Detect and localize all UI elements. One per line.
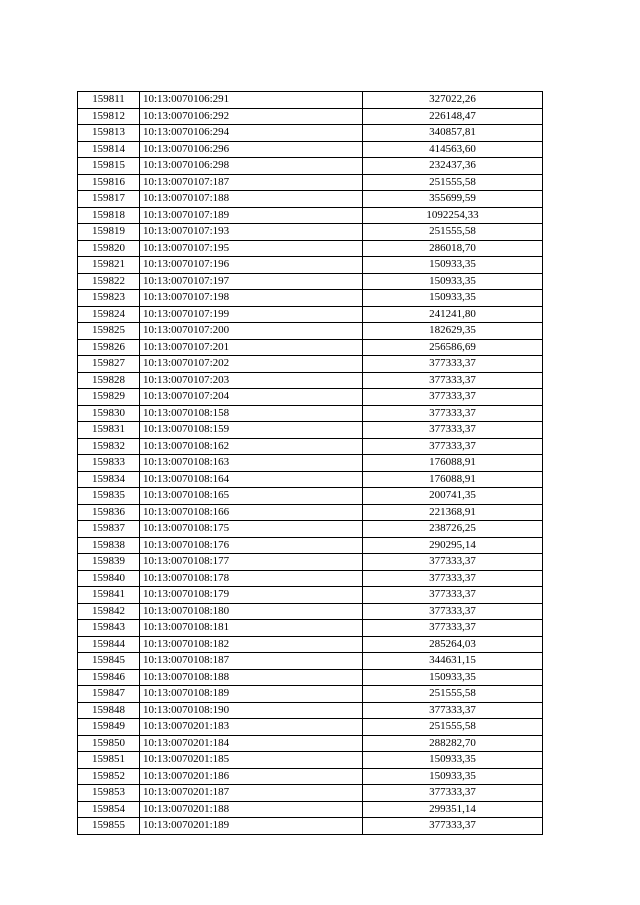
cadastral-value-table <box>77 91 543 835</box>
cadastral-value-cell: 251555,58 <box>363 719 543 736</box>
cadastral-number-cell: 10:13:0070107:203 <box>140 372 363 389</box>
cadastral-number-cell: 10:13:0070107:189 <box>140 207 363 224</box>
row-number-cell: 159824 <box>78 306 140 323</box>
cadastral-value-cell: 377333,37 <box>363 785 543 802</box>
cadastral-number-cell: 10:13:0070108:162 <box>140 438 363 455</box>
table-row <box>78 174 543 191</box>
cadastral-number-cell: 10:13:0070201:187 <box>140 785 363 802</box>
cadastral-value-cell: 285264,03 <box>363 636 543 653</box>
row-number-cell: 159843 <box>78 620 140 637</box>
table-row <box>78 587 543 604</box>
row-number-cell: 159849 <box>78 719 140 736</box>
row-number-cell: 159854 <box>78 801 140 818</box>
table-row <box>78 290 543 307</box>
table-row <box>78 191 543 208</box>
table-row <box>78 521 543 538</box>
cadastral-number-cell: 10:13:0070106:291 <box>140 92 363 109</box>
row-number-cell: 159850 <box>78 735 140 752</box>
cadastral-value-cell: 377333,37 <box>363 570 543 587</box>
cadastral-value-cell: 299351,14 <box>363 801 543 818</box>
cadastral-value-cell: 377333,37 <box>363 702 543 719</box>
table-row <box>78 323 543 340</box>
row-number-cell: 159838 <box>78 537 140 554</box>
cadastral-value-cell: 150933,35 <box>363 752 543 769</box>
cadastral-value-cell: 327022,26 <box>363 92 543 109</box>
cadastral-number-cell: 10:13:0070106:292 <box>140 108 363 125</box>
cadastral-number-cell: 10:13:0070108:166 <box>140 504 363 521</box>
cadastral-number-cell: 10:13:0070108:180 <box>140 603 363 620</box>
table-row <box>78 488 543 505</box>
row-number-cell: 159823 <box>78 290 140 307</box>
row-number-cell: 159842 <box>78 603 140 620</box>
row-number-cell: 159840 <box>78 570 140 587</box>
table-row <box>78 653 543 670</box>
row-number-cell: 159841 <box>78 587 140 604</box>
cadastral-value-cell: 150933,35 <box>363 768 543 785</box>
table-row <box>78 603 543 620</box>
cadastral-value-cell: 290295,14 <box>363 537 543 554</box>
cadastral-number-cell: 10:13:0070106:296 <box>140 141 363 158</box>
cadastral-value-cell: 377333,37 <box>363 620 543 637</box>
row-number-cell: 159844 <box>78 636 140 653</box>
table-row <box>78 207 543 224</box>
table-row <box>78 273 543 290</box>
cadastral-number-cell: 10:13:0070201:184 <box>140 735 363 752</box>
cadastral-value-cell: 200741,35 <box>363 488 543 505</box>
cadastral-number-cell: 10:13:0070107:199 <box>140 306 363 323</box>
cadastral-number-cell: 10:13:0070107:197 <box>140 273 363 290</box>
table-row <box>78 686 543 703</box>
table-row <box>78 125 543 142</box>
table-row <box>78 752 543 769</box>
cadastral-number-cell: 10:13:0070106:294 <box>140 125 363 142</box>
row-number-cell: 159814 <box>78 141 140 158</box>
row-number-cell: 159837 <box>78 521 140 538</box>
cadastral-value-cell: 288282,70 <box>363 735 543 752</box>
row-number-cell: 159848 <box>78 702 140 719</box>
row-number-cell: 159839 <box>78 554 140 571</box>
table-row <box>78 570 543 587</box>
cadastral-value-cell: 226148,47 <box>363 108 543 125</box>
cadastral-value-cell: 251555,58 <box>363 686 543 703</box>
table-row <box>78 537 543 554</box>
cadastral-number-cell: 10:13:0070108:187 <box>140 653 363 670</box>
table-row <box>78 438 543 455</box>
cadastral-value-cell: 340857,81 <box>363 125 543 142</box>
cadastral-number-cell: 10:13:0070107:200 <box>140 323 363 340</box>
table-row <box>78 108 543 125</box>
table-row <box>78 92 543 109</box>
table-row <box>78 356 543 373</box>
row-number-cell: 159833 <box>78 455 140 472</box>
table-row <box>78 141 543 158</box>
cadastral-number-cell: 10:13:0070108:190 <box>140 702 363 719</box>
cadastral-number-cell: 10:13:0070108:188 <box>140 669 363 686</box>
cadastral-value-cell: 241241,80 <box>363 306 543 323</box>
row-number-cell: 159834 <box>78 471 140 488</box>
table-row <box>78 620 543 637</box>
row-number-cell: 159816 <box>78 174 140 191</box>
table-row <box>78 306 543 323</box>
row-number-cell: 159822 <box>78 273 140 290</box>
cadastral-number-cell: 10:13:0070201:189 <box>140 818 363 835</box>
table-body <box>78 92 543 835</box>
cadastral-value-cell: 414563,60 <box>363 141 543 158</box>
cadastral-value-cell: 221368,91 <box>363 504 543 521</box>
cadastral-value-cell: 176088,91 <box>363 471 543 488</box>
row-number-cell: 159812 <box>78 108 140 125</box>
row-number-cell: 159852 <box>78 768 140 785</box>
row-number-cell: 159835 <box>78 488 140 505</box>
cadastral-number-cell: 10:13:0070108:163 <box>140 455 363 472</box>
cadastral-number-cell: 10:13:0070108:158 <box>140 405 363 422</box>
cadastral-number-cell: 10:13:0070107:195 <box>140 240 363 257</box>
cadastral-number-cell: 10:13:0070108:159 <box>140 422 363 439</box>
cadastral-value-cell: 150933,35 <box>363 290 543 307</box>
cadastral-number-cell: 10:13:0070107:196 <box>140 257 363 274</box>
row-number-cell: 159830 <box>78 405 140 422</box>
cadastral-value-cell: 377333,37 <box>363 818 543 835</box>
cadastral-number-cell: 10:13:0070107:187 <box>140 174 363 191</box>
cadastral-value-cell: 377333,37 <box>363 603 543 620</box>
table-row <box>78 735 543 752</box>
row-number-cell: 159820 <box>78 240 140 257</box>
cadastral-number-cell: 10:13:0070201:186 <box>140 768 363 785</box>
cadastral-number-cell: 10:13:0070107:193 <box>140 224 363 241</box>
row-number-cell: 159845 <box>78 653 140 670</box>
cadastral-number-cell: 10:13:0070108:176 <box>140 537 363 554</box>
table-row <box>78 405 543 422</box>
table-row <box>78 422 543 439</box>
row-number-cell: 159815 <box>78 158 140 175</box>
table-row <box>78 818 543 835</box>
table-row <box>78 339 543 356</box>
table-row <box>78 257 543 274</box>
row-number-cell: 159851 <box>78 752 140 769</box>
row-number-cell: 159847 <box>78 686 140 703</box>
cadastral-value-cell: 251555,58 <box>363 224 543 241</box>
cadastral-number-cell: 10:13:0070107:201 <box>140 339 363 356</box>
table-row <box>78 669 543 686</box>
table-row <box>78 554 543 571</box>
cadastral-number-cell: 10:13:0070108:165 <box>140 488 363 505</box>
cadastral-number-cell: 10:13:0070108:175 <box>140 521 363 538</box>
row-number-cell: 159813 <box>78 125 140 142</box>
cadastral-number-cell: 10:13:0070108:178 <box>140 570 363 587</box>
cadastral-value-cell: 150933,35 <box>363 273 543 290</box>
cadastral-number-cell: 10:13:0070201:185 <box>140 752 363 769</box>
cadastral-value-cell: 232437,36 <box>363 158 543 175</box>
table-row <box>78 785 543 802</box>
cadastral-number-cell: 10:13:0070106:298 <box>140 158 363 175</box>
cadastral-number-cell: 10:13:0070108:181 <box>140 620 363 637</box>
cadastral-value-cell: 377333,37 <box>363 438 543 455</box>
cadastral-number-cell: 10:13:0070108:177 <box>140 554 363 571</box>
cadastral-value-cell: 182629,35 <box>363 323 543 340</box>
table-row <box>78 471 543 488</box>
cadastral-value-cell: 251555,58 <box>363 174 543 191</box>
row-number-cell: 159829 <box>78 389 140 406</box>
row-number-cell: 159827 <box>78 356 140 373</box>
cadastral-value-cell: 377333,37 <box>363 587 543 604</box>
row-number-cell: 159825 <box>78 323 140 340</box>
table-row <box>78 636 543 653</box>
table-row <box>78 158 543 175</box>
cadastral-number-cell: 10:13:0070108:189 <box>140 686 363 703</box>
row-number-cell: 159811 <box>78 92 140 109</box>
cadastral-value-cell: 238726,25 <box>363 521 543 538</box>
cadastral-value-cell: 150933,35 <box>363 669 543 686</box>
cadastral-value-cell: 150933,35 <box>363 257 543 274</box>
row-number-cell: 159846 <box>78 669 140 686</box>
row-number-cell: 159853 <box>78 785 140 802</box>
row-number-cell: 159826 <box>78 339 140 356</box>
cadastral-value-cell: 176088,91 <box>363 455 543 472</box>
row-number-cell: 159828 <box>78 372 140 389</box>
row-number-cell: 159819 <box>78 224 140 241</box>
table-row <box>78 702 543 719</box>
table-row <box>78 768 543 785</box>
cadastral-number-cell: 10:13:0070107:188 <box>140 191 363 208</box>
cadastral-number-cell: 10:13:0070108:179 <box>140 587 363 604</box>
cadastral-value-cell: 344631,15 <box>363 653 543 670</box>
cadastral-value-cell: 377333,37 <box>363 356 543 373</box>
cadastral-value-cell: 377333,37 <box>363 405 543 422</box>
cadastral-number-cell: 10:13:0070201:188 <box>140 801 363 818</box>
cadastral-value-cell: 377333,37 <box>363 372 543 389</box>
cadastral-value-cell: 256586,69 <box>363 339 543 356</box>
cadastral-value-cell: 1092254,33 <box>363 207 543 224</box>
row-number-cell: 159836 <box>78 504 140 521</box>
table-row <box>78 719 543 736</box>
cadastral-value-cell: 286018,70 <box>363 240 543 257</box>
cadastral-value-cell: 377333,37 <box>363 389 543 406</box>
cadastral-number-cell: 10:13:0070201:183 <box>140 719 363 736</box>
cadastral-number-cell: 10:13:0070107:202 <box>140 356 363 373</box>
cadastral-number-cell: 10:13:0070107:198 <box>140 290 363 307</box>
row-number-cell: 159817 <box>78 191 140 208</box>
table-row <box>78 372 543 389</box>
table-row <box>78 801 543 818</box>
row-number-cell: 159832 <box>78 438 140 455</box>
cadastral-number-cell: 10:13:0070108:164 <box>140 471 363 488</box>
row-number-cell: 159818 <box>78 207 140 224</box>
row-number-cell: 159831 <box>78 422 140 439</box>
cadastral-value-cell: 377333,37 <box>363 422 543 439</box>
row-number-cell: 159821 <box>78 257 140 274</box>
cadastral-number-cell: 10:13:0070108:182 <box>140 636 363 653</box>
cadastral-number-cell: 10:13:0070107:204 <box>140 389 363 406</box>
table-row <box>78 455 543 472</box>
cadastral-value-cell: 355699,59 <box>363 191 543 208</box>
table-row <box>78 240 543 257</box>
cadastral-value-cell: 377333,37 <box>363 554 543 571</box>
row-number-cell: 159855 <box>78 818 140 835</box>
table-row <box>78 389 543 406</box>
table-row <box>78 504 543 521</box>
table-row <box>78 224 543 241</box>
